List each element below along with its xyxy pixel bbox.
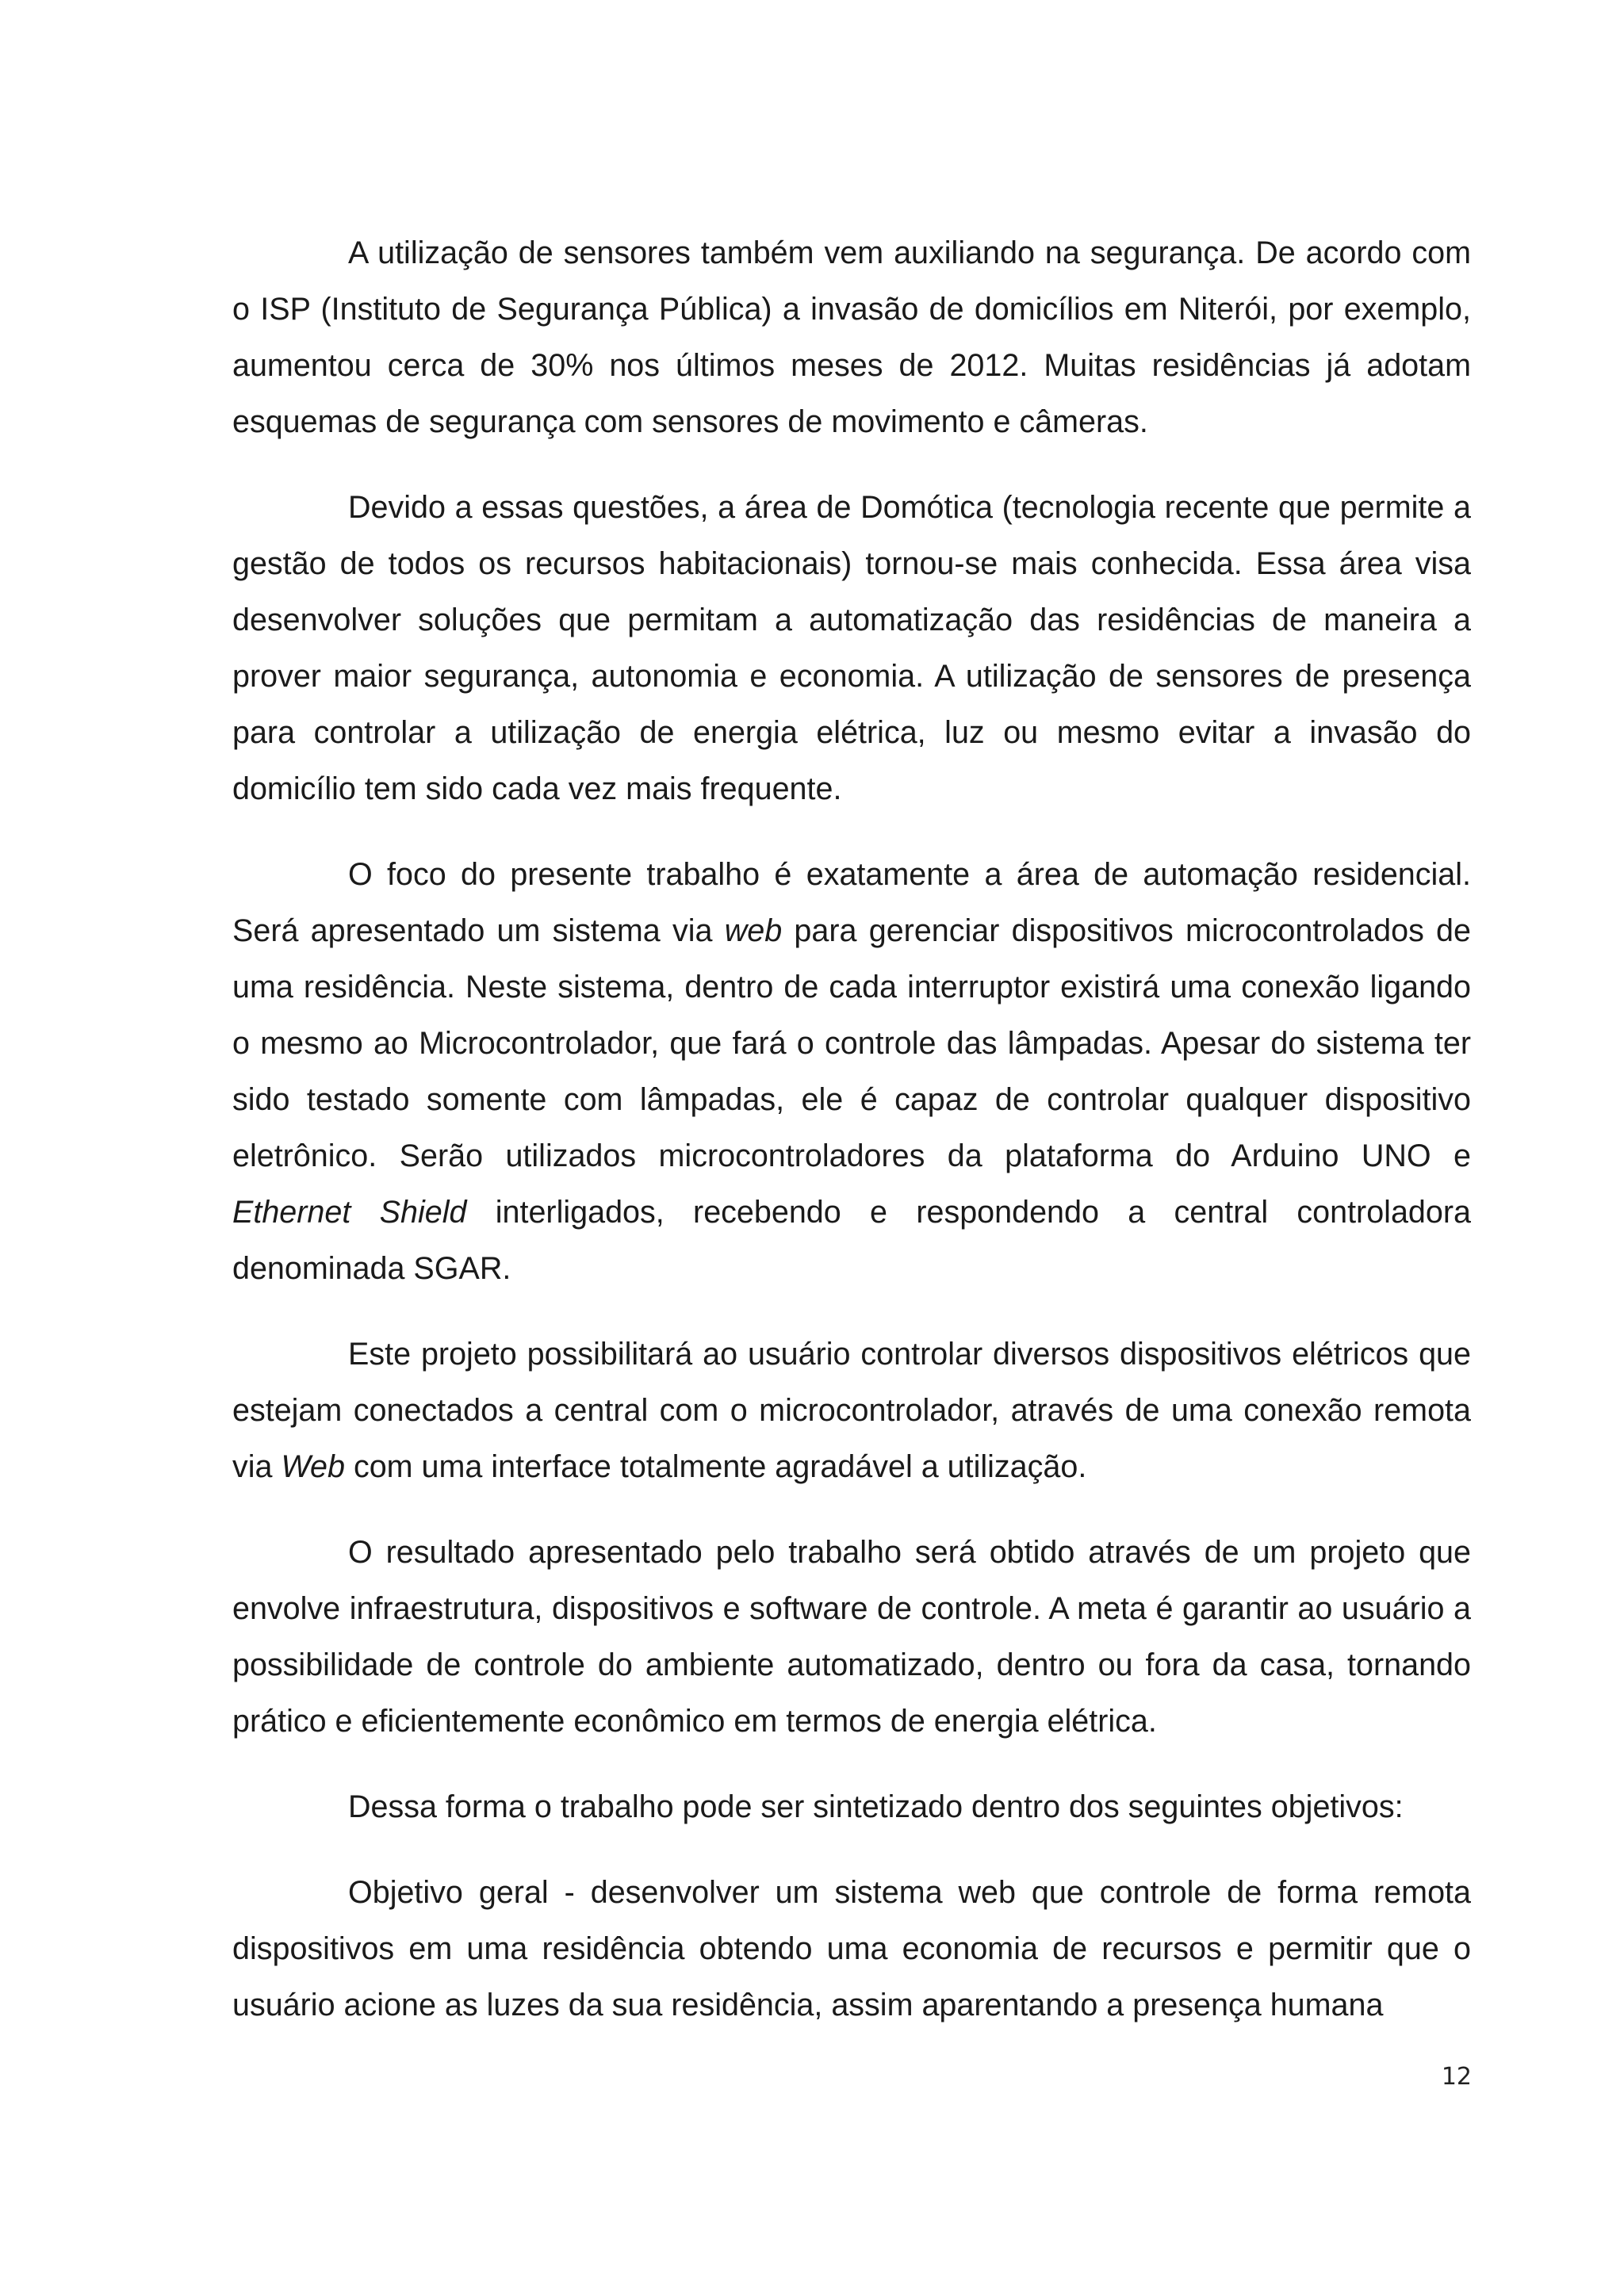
italic-term-web: Web bbox=[281, 1449, 345, 1484]
paragraph-6 bbox=[232, 1779, 1471, 1835]
paragraph-3-text: interligados, recebendo e respondendo a central controladora denominada SGAR. bbox=[232, 1195, 1471, 1286]
paragraph-4-text: Este projeto possibilitará ao usuário controlar diversos dispositivos elétricos que estejam conectados a central com o microcontrolador, através de uma conexão remota via bbox=[232, 1337, 1471, 1484]
paragraph-1 bbox=[232, 225, 1471, 450]
italic-term-ethernet-shield: Ethernet Shield bbox=[232, 1195, 467, 1230]
paragraph-4-text: com uma interface totalmente agradável a utilização. bbox=[344, 1449, 1087, 1484]
paragraph-7 bbox=[232, 1865, 1471, 2034]
page-number: 12 bbox=[1441, 2063, 1472, 2091]
paragraph-3-text: para gerenciar dispositivos microcontrolados de uma residência. Neste sistema, dentro de cada interruptor existirá uma conexão ligando o mesmo ao Microcontrolador, que fará o controle das lâmpadas. Apesar do sistema ter sido testado somente com lâmpadas, ele é capaz de controlar qualquer dispositivo eletrônico. Serão utilizados microcontroladores da plataforma do Arduino UNO e bbox=[232, 913, 1471, 1173]
paragraph-1-text: A utilização de sensores também vem auxiliando na segurança. De acordo com o ISP (Instituto de Segurança Pública) a invasão de domicílios em Niterói, por exemplo, aumentou cerca de 30% nos últimos meses de 2012. Muitas residências já adotam esquemas de segurança com sensores de movimento e câmeras. bbox=[232, 235, 1471, 439]
paragraph-3-text: O foco do presente trabalho é exatamente a área de automação residencial. Será apresentado um sistema via bbox=[232, 857, 1471, 948]
paragraph-4 bbox=[232, 1326, 1471, 1495]
paragraph-6-text: Dessa forma o trabalho pode ser sintetizado dentro dos seguintes objetivos: bbox=[348, 1789, 1404, 1824]
paragraph-5 bbox=[232, 1525, 1471, 1750]
paragraph-2-text: Devido a essas questões, a área de Domótica (tecnologia recente que permite a gestão de todos os recursos habitacionais) tornou-se mais conhecida. Essa área visa desenvolver soluções que permitam a automatização das residências de maneira a prover maior segurança, autonomia e economia. A utilização de sensores de presença para controlar a utilização de energia elétrica, luz ou mesmo evitar a invasão do domicílio tem sido cada vez mais frequente. bbox=[232, 490, 1471, 806]
paragraph-2 bbox=[232, 480, 1471, 817]
paragraph-3 bbox=[232, 847, 1471, 1297]
paragraph-5-text: O resultado apresentado pelo trabalho será obtido através de um projeto que envolve infraestrutura, dispositivos e software de controle. A meta é garantir ao usuário a possibilidade de controle do ambiente automatizado, dentro ou fora da casa, tornando prático e eficientemente econômico em termos de energia elétrica. bbox=[232, 1535, 1471, 1739]
italic-term-web: web bbox=[724, 913, 783, 948]
paragraph-7-text: Objetivo geral - desenvolver um sistema web que controle de forma remota dispositivos em uma residência obtendo uma economia de recursos e permitir que o usuário acione as luzes da sua residência, assim aparentando a presença humana bbox=[232, 1875, 1471, 2022]
body-text bbox=[232, 225, 1471, 2063]
